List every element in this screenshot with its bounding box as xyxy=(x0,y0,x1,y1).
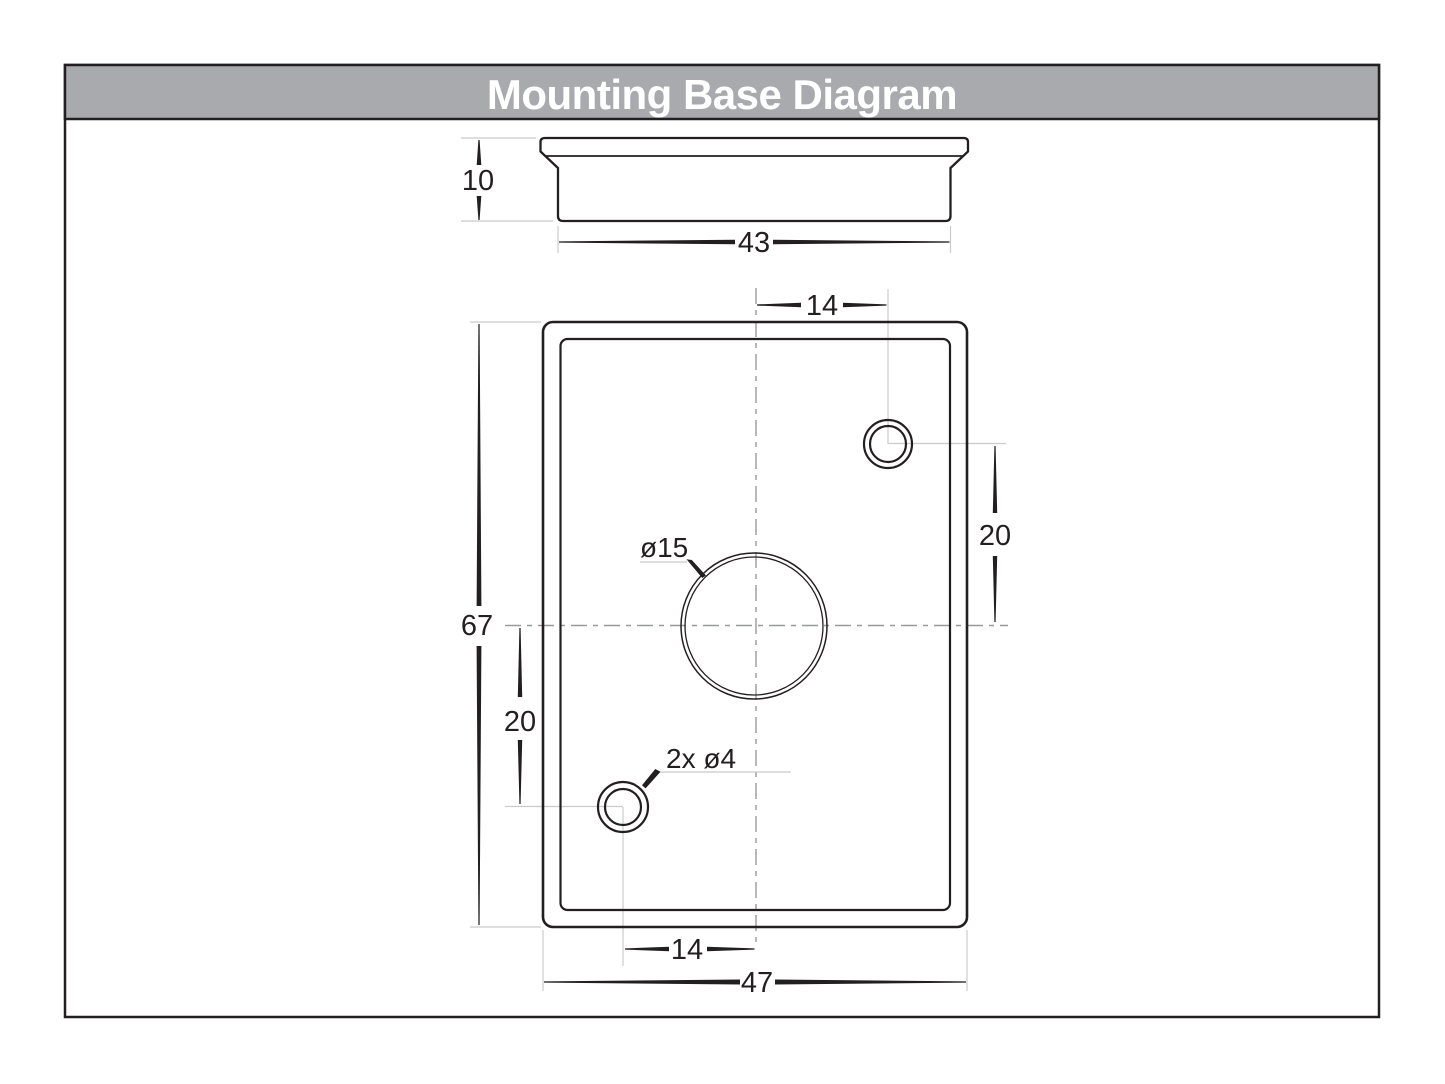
dim-arrow-left xyxy=(559,240,735,245)
dim-arrow-right xyxy=(707,947,755,952)
page-title: Mounting Base Diagram xyxy=(486,71,958,118)
dimension-left-hole-vertical-offset xyxy=(504,628,536,804)
dimension-top-hole-offset xyxy=(757,290,887,322)
page-border xyxy=(65,65,1379,1017)
dimension-side-height xyxy=(461,138,553,221)
dim-label-total-width: 47 xyxy=(740,967,774,999)
dimension-side-width xyxy=(558,226,951,259)
base-outer-outline xyxy=(543,322,967,927)
dim-label-total-height: 67 xyxy=(460,610,494,642)
callout-mounting-holes xyxy=(642,743,791,788)
dim-label-side-width: 43 xyxy=(737,227,771,259)
dim-arrow-right xyxy=(843,303,887,308)
dim-arrow-down xyxy=(477,196,482,220)
dim-arrow-down xyxy=(993,556,997,622)
dimension-total-width xyxy=(544,967,966,999)
dimension-bottom-hole-offset xyxy=(625,934,755,966)
dim-arrow-up xyxy=(518,628,522,697)
dim-arrow-down xyxy=(518,740,522,804)
dim-arrow-left xyxy=(625,947,669,952)
label-center-hole: ø15 xyxy=(640,532,689,563)
front-view xyxy=(461,288,1011,999)
dim-arrow-left xyxy=(757,303,801,308)
label-mounting-holes: 2x ø4 xyxy=(666,743,737,774)
dimension-total-height xyxy=(461,324,493,925)
leader-arrow xyxy=(642,769,661,788)
dim-arrow-right xyxy=(773,240,950,245)
dim-arrow-down xyxy=(477,646,482,925)
dim-label-bottom-hole-offset: 14 xyxy=(670,934,704,966)
dim-label-side-height: 10 xyxy=(461,165,495,197)
dim-arrow-right xyxy=(775,980,966,985)
dim-arrow-up xyxy=(477,324,482,606)
dim-arrow-up xyxy=(477,140,482,165)
side-view xyxy=(461,138,968,259)
side-view-outline xyxy=(541,138,969,221)
dim-arrow-up xyxy=(993,446,997,513)
callout-center-hole xyxy=(640,532,706,578)
leader-arrow xyxy=(687,559,707,578)
dim-label-top-hole-offset: 14 xyxy=(805,290,839,322)
dim-arrow-left xyxy=(544,980,740,985)
dim-label-right-hole-offset: 20 xyxy=(978,520,1012,552)
dimension-right-hole-vertical-offset xyxy=(979,446,1011,622)
dim-label-left-hole-offset: 20 xyxy=(503,706,537,738)
